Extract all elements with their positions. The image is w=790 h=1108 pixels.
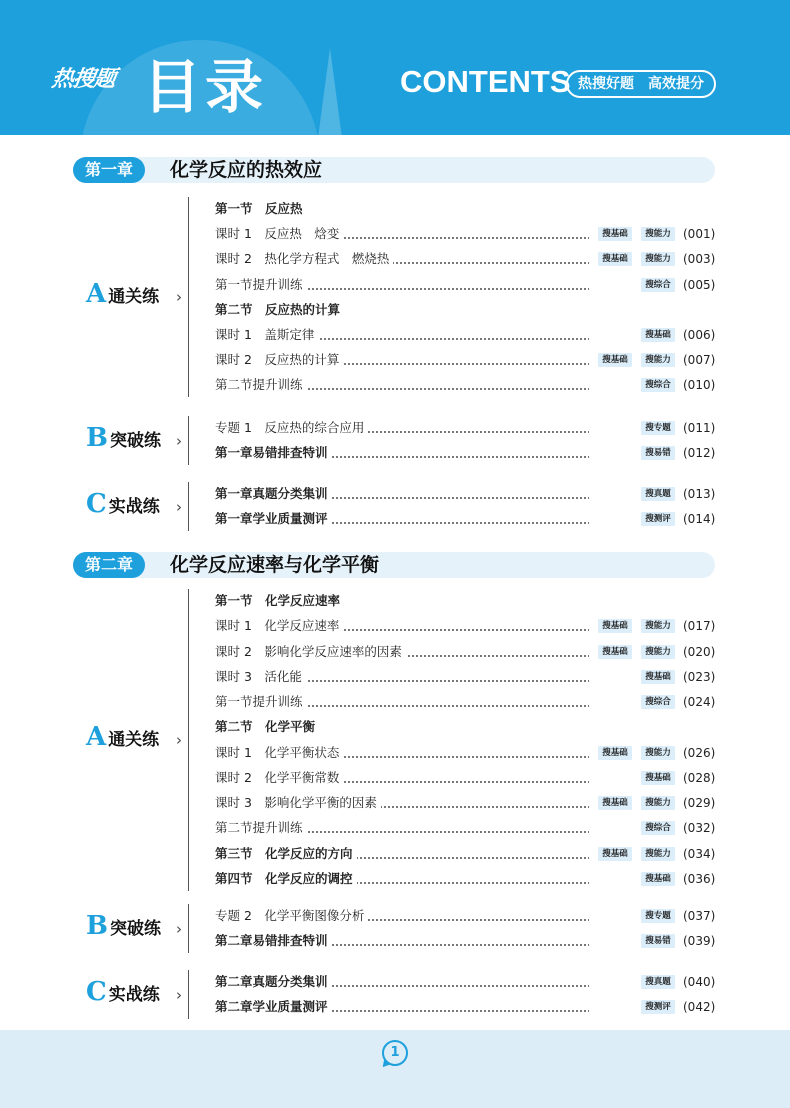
section-divider: [188, 482, 189, 531]
decorative-spike: [318, 48, 342, 135]
slogan-pill: [566, 70, 716, 98]
header-banner: [0, 0, 790, 135]
tag-group: [589, 511, 715, 527]
toc-heading: [215, 717, 715, 737]
toc-entry[interactable]: [215, 325, 715, 345]
toc-entry-label: 课时 2 化学平衡常数: [215, 768, 343, 788]
chevron-right-icon: ›: [176, 288, 182, 307]
toc-entry-label: 第二章易错排查特训: [215, 931, 332, 951]
toc-entry[interactable]: [215, 509, 715, 529]
search-tag: 搜专题: [641, 909, 675, 923]
page-ref: (024): [683, 695, 716, 709]
tag-group: [589, 251, 715, 267]
toc-entry[interactable]: [215, 667, 715, 687]
toc-entry[interactable]: [215, 350, 715, 370]
section-label-实战练: [86, 489, 160, 519]
section-letter: B: [86, 422, 108, 453]
toc-entry-label: 第一节 化学反应速率: [215, 591, 344, 611]
chapter-header: [73, 552, 715, 578]
page-ref: (037): [683, 909, 716, 923]
page-number: 1: [382, 1040, 408, 1066]
section-divider: [188, 589, 189, 891]
page-ref: (040): [683, 975, 716, 989]
section-letter: B: [86, 910, 108, 941]
toc-entry[interactable]: [215, 375, 715, 395]
toc-heading: [215, 199, 715, 219]
toc-entry-label: 第一节提升训练: [215, 692, 307, 712]
toc-entry-label: 课时 2 热化学方程式 燃烧热: [215, 249, 393, 269]
chevron-right-icon: ›: [176, 985, 182, 1004]
page-ref: (006): [683, 328, 716, 342]
section-divider: [188, 416, 189, 465]
search-tag: 搜基础: [598, 227, 632, 241]
search-tag: 搜能力: [641, 746, 675, 760]
tag-group: [589, 420, 715, 436]
toc-entry[interactable]: [215, 616, 715, 636]
search-tag: 搜基础: [598, 619, 632, 633]
toc-entry[interactable]: [215, 443, 715, 463]
search-tag: 搜综合: [641, 378, 675, 392]
toc-entry[interactable]: [215, 793, 715, 813]
section-letter: A: [86, 279, 107, 310]
tag-group: [589, 846, 715, 862]
toc-entry-label: 第一章学业质量测评: [215, 509, 332, 529]
tag-group: [589, 694, 715, 710]
toc-entry-label: 第二章真题分类集训: [215, 972, 332, 992]
chevron-right-icon: ›: [176, 497, 182, 516]
chapter-header: [73, 157, 715, 183]
tag-group: [589, 820, 715, 836]
page-title: 目录: [143, 53, 268, 121]
toc-entry[interactable]: [215, 997, 715, 1017]
toc-entry[interactable]: [215, 484, 715, 504]
search-tag: 搜基础: [641, 872, 675, 886]
toc-entry-label: 第二节 化学平衡: [215, 717, 319, 737]
toc-entry[interactable]: [215, 768, 715, 788]
page-ref: (042): [683, 1000, 716, 1015]
search-tag: 搜基础: [641, 328, 675, 342]
toc-entry[interactable]: [215, 972, 715, 992]
search-tag: 搜真题: [641, 975, 675, 989]
toc-entry-label: 课时 2 影响化学反应速率的因素: [215, 642, 406, 662]
toc-entry[interactable]: [215, 275, 715, 295]
search-tag: 搜易错: [641, 934, 675, 948]
tag-group: [589, 352, 715, 368]
toc-entry-label: 课时 2 反应热的计算: [215, 350, 343, 370]
slogan-text: 高效提分: [648, 76, 704, 92]
toc-entry-label: 课时 1 反应热 焓变: [215, 224, 343, 244]
page-ref: (029): [683, 796, 716, 810]
search-tag: 搜测评: [641, 1000, 675, 1014]
tag-group: [589, 745, 715, 761]
toc-entry[interactable]: [215, 869, 715, 889]
page-ref: (026): [683, 745, 716, 760]
chapter-title: 化学反应速率与化学平衡: [170, 554, 380, 576]
section-label-通关练: [86, 722, 159, 752]
chapter-badge: 第一章: [73, 157, 145, 183]
tag-group: [589, 795, 715, 811]
page-ref: (010): [683, 378, 716, 393]
toc-entry-label: 专题 1 反应热的综合应用: [215, 418, 368, 438]
page-ref: (023): [683, 669, 716, 684]
chevron-right-icon: ›: [176, 919, 182, 938]
toc-entry[interactable]: [215, 224, 715, 244]
search-tag: 搜基础: [641, 670, 675, 684]
tag-group: [589, 226, 715, 242]
tag-group: [589, 644, 715, 660]
tag-group: [589, 486, 715, 502]
tag-group: [589, 933, 715, 949]
toc-entry[interactable]: [215, 249, 715, 269]
search-tag: 搜测评: [641, 512, 675, 526]
page-ref: (011): [683, 421, 716, 435]
search-tag: 搜能力: [641, 619, 675, 633]
section-letter: C: [86, 488, 107, 519]
search-tag: 搜能力: [641, 252, 675, 266]
page-ref: (013): [683, 487, 716, 501]
section-label-实战练: [86, 977, 160, 1007]
search-tag: 搜专题: [641, 421, 675, 435]
section-name: 突破练: [109, 430, 161, 451]
toc-entry-label: 课时 1 化学反应速率: [215, 616, 343, 636]
chevron-right-icon: ›: [176, 431, 182, 450]
page-ref: (007): [683, 353, 716, 368]
tag-group: [589, 908, 715, 924]
section-label-突破练: [86, 911, 161, 941]
page-ref: (012): [683, 446, 716, 461]
toc-entry-label: 第一章真题分类集训: [215, 484, 332, 504]
toc-entry[interactable]: [215, 844, 715, 864]
toc-entry-label: 课时 1 化学平衡状态: [215, 743, 343, 763]
search-tag: 搜基础: [598, 645, 632, 659]
search-tag: 搜能力: [641, 353, 675, 367]
tag-group: [589, 770, 715, 786]
section-name: 通关练: [108, 729, 160, 750]
toc-entry[interactable]: [215, 692, 715, 712]
toc-entry-label: 课时 1 盖斯定律: [215, 325, 318, 345]
section-divider: [188, 970, 189, 1019]
search-tag: 搜基础: [641, 771, 675, 785]
section-divider: [188, 904, 189, 953]
toc-entry[interactable]: [215, 743, 715, 763]
chapter-badge: 第二章: [73, 552, 145, 578]
toc-entry[interactable]: [215, 906, 715, 926]
search-tag: 搜基础: [598, 252, 632, 266]
section-name: 实战练: [108, 984, 160, 1005]
search-tag: 搜综合: [641, 278, 675, 292]
toc-heading: [215, 300, 715, 320]
tag-group: [589, 277, 715, 293]
section-name: 实战练: [108, 496, 160, 517]
slogan-text: 热搜好题: [578, 76, 634, 92]
tag-group: [589, 618, 715, 634]
toc-entry[interactable]: [215, 818, 715, 838]
tag-group: [589, 871, 715, 887]
page-ref: (003): [683, 252, 716, 267]
section-label-突破练: [86, 423, 161, 453]
page-ref: (036): [683, 871, 716, 886]
tag-group: [589, 327, 715, 343]
search-tag: 搜易错: [641, 446, 675, 460]
search-tag: 搜真题: [641, 487, 675, 501]
toc-entry[interactable]: [215, 931, 715, 951]
page-ref: (028): [683, 770, 716, 785]
contents-heading: CONTENTS: [400, 64, 571, 99]
toc-entry-label: 第一节 反应热: [215, 199, 307, 219]
tag-group: [589, 974, 715, 990]
toc-entry-label: 专题 2 化学平衡图像分析: [215, 906, 368, 926]
brand-logo: 热搜题: [49, 67, 117, 92]
section-name: 突破练: [109, 918, 161, 939]
page-ref: (020): [683, 644, 716, 659]
tag-group: [589, 377, 715, 393]
toc-entry-label: 第一节提升训练: [215, 275, 307, 295]
search-tag: 搜综合: [641, 821, 675, 835]
toc-entry-label: 课时 3 影响化学平衡的因素: [215, 793, 381, 813]
search-tag: 搜基础: [598, 847, 632, 861]
toc-entry[interactable]: [215, 418, 715, 438]
toc-entry-label: 第二章学业质量测评: [215, 997, 332, 1017]
toc-entry[interactable]: [215, 642, 715, 662]
tag-group: [589, 669, 715, 685]
search-tag: 搜能力: [641, 227, 675, 241]
toc-entry-label: 第三节 化学反应的方向: [215, 844, 357, 864]
page-ref: (032): [683, 821, 716, 836]
page-ref: (034): [683, 846, 716, 861]
section-letter: A: [86, 721, 107, 752]
toc-heading: [215, 591, 715, 611]
page-ref: (039): [683, 934, 716, 949]
toc-entry-label: 第二节 反应热的计算: [215, 300, 344, 320]
chevron-right-icon: ›: [176, 730, 182, 749]
search-tag: 搜能力: [641, 847, 675, 861]
search-tag: 搜能力: [641, 645, 675, 659]
chapter-title: 化学反应的热效应: [170, 159, 323, 181]
section-label-通关练: [86, 279, 159, 309]
search-tag: 搜基础: [598, 353, 632, 367]
search-tag: 搜基础: [598, 746, 632, 760]
page-ref: (005): [683, 277, 716, 292]
toc-entry-label: 第四节 化学反应的调控: [215, 869, 357, 889]
tag-group: [589, 999, 715, 1015]
toc-entry-label: 第一章易错排查特训: [215, 443, 332, 463]
page-ref: (017): [683, 619, 716, 634]
toc-entry-label: 第二节提升训练: [215, 818, 307, 838]
page-ref: (001): [683, 227, 716, 242]
section-name: 通关练: [108, 287, 160, 308]
section-divider: [188, 197, 189, 397]
toc-entry-label: 课时 3 活化能: [215, 667, 306, 687]
toc-entry-label: 第二节提升训练: [215, 375, 307, 395]
search-tag: 搜能力: [641, 796, 675, 810]
search-tag: 搜基础: [598, 796, 632, 810]
tag-group: [589, 445, 715, 461]
page-ref: (014): [683, 512, 716, 527]
search-tag: 搜综合: [641, 695, 675, 709]
section-letter: C: [86, 976, 107, 1007]
